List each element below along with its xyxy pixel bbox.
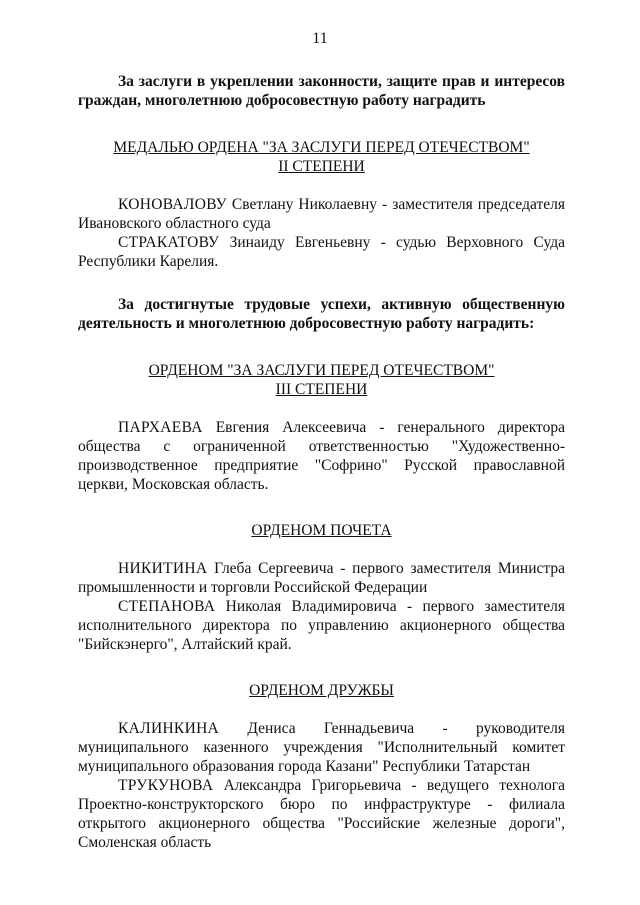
award-entry bbox=[78, 776, 565, 852]
recipient-details: Дениса Геннадьевича - руководителя муниципального казенного учреждения "Исполнительный комитет муниципального образования города Казани" Республики Татарстан bbox=[78, 720, 565, 775]
recipient-surname: СТРАКАТОВУ bbox=[118, 234, 220, 251]
award-entry bbox=[78, 233, 565, 271]
recipient-surname: ПАРХАЕВА bbox=[118, 419, 203, 436]
recipient-details: Зинаиду Евгеньевну - судью Верховного Суда Республики Карелия. bbox=[78, 234, 565, 270]
award-title: ОРДЕНОМ ПОЧЕТА bbox=[251, 522, 392, 539]
award-entry bbox=[78, 418, 565, 494]
award-degree: II СТЕПЕНИ bbox=[278, 158, 365, 175]
award-title: ОРДЕНОМ "ЗА ЗАСЛУГИ ПЕРЕД ОТЕЧЕСТВОМ" bbox=[148, 362, 495, 379]
award-entry bbox=[78, 559, 565, 597]
award-entry bbox=[78, 195, 565, 233]
recipient-surname: ТРУКУНОВА bbox=[118, 777, 214, 794]
award-title: ОРДЕНОМ ДРУЖБЫ bbox=[249, 682, 394, 699]
recipient-surname: КАЛИНКИНА bbox=[118, 720, 220, 737]
section-intro: За достигнутые трудовые успехи, активную общественную деятельность и многолетнюю добросовестную работу наградить: bbox=[78, 296, 565, 332]
section-intro: За заслуги в укреплении законности, защите прав и интересов граждан, многолетнюю добросовестную работу наградить bbox=[78, 73, 565, 109]
recipient-surname: КОНОВАЛОВУ bbox=[118, 196, 227, 213]
recipient-details: Светлану Николаевну - заместителя председателя Ивановского областного суда bbox=[78, 196, 565, 232]
recipient-surname: НИКИТИНА bbox=[118, 560, 208, 577]
award-entry bbox=[78, 719, 565, 776]
award-degree: III СТЕПЕНИ bbox=[275, 381, 368, 398]
recipient-details: Глеба Сергеевича - первого заместителя Министра промышленности и торговли Российской Федерации bbox=[78, 560, 565, 596]
recipient-details: Евгения Алексеевича - генерального директора общества с ограниченной ответственностью "Художественно-производственное предприятие "Софрино" Русской православной церкви, Московская область. bbox=[78, 419, 565, 493]
document-body bbox=[78, 72, 565, 852]
recipient-surname: СТЕПАНОВА bbox=[118, 598, 216, 615]
award-title: МЕДАЛЬЮ ОРДЕНА "ЗА ЗАСЛУГИ ПЕРЕД ОТЕЧЕСТВОМ" bbox=[113, 139, 530, 156]
page-number: 11 bbox=[312, 30, 328, 47]
award-entry bbox=[78, 597, 565, 654]
recipient-details: Николая Владимировича - первого заместителя исполнительного директора по управлению акционерного общества "Бийскэнерго", Алтайский край. bbox=[78, 598, 565, 653]
recipient-details: Александра Григорьевича - ведущего технолога Проектно-конструкторского бюро по инфраструктуре - филиала открытого акционерного общества "Российские железные дороги", Смоленская область bbox=[78, 777, 565, 851]
